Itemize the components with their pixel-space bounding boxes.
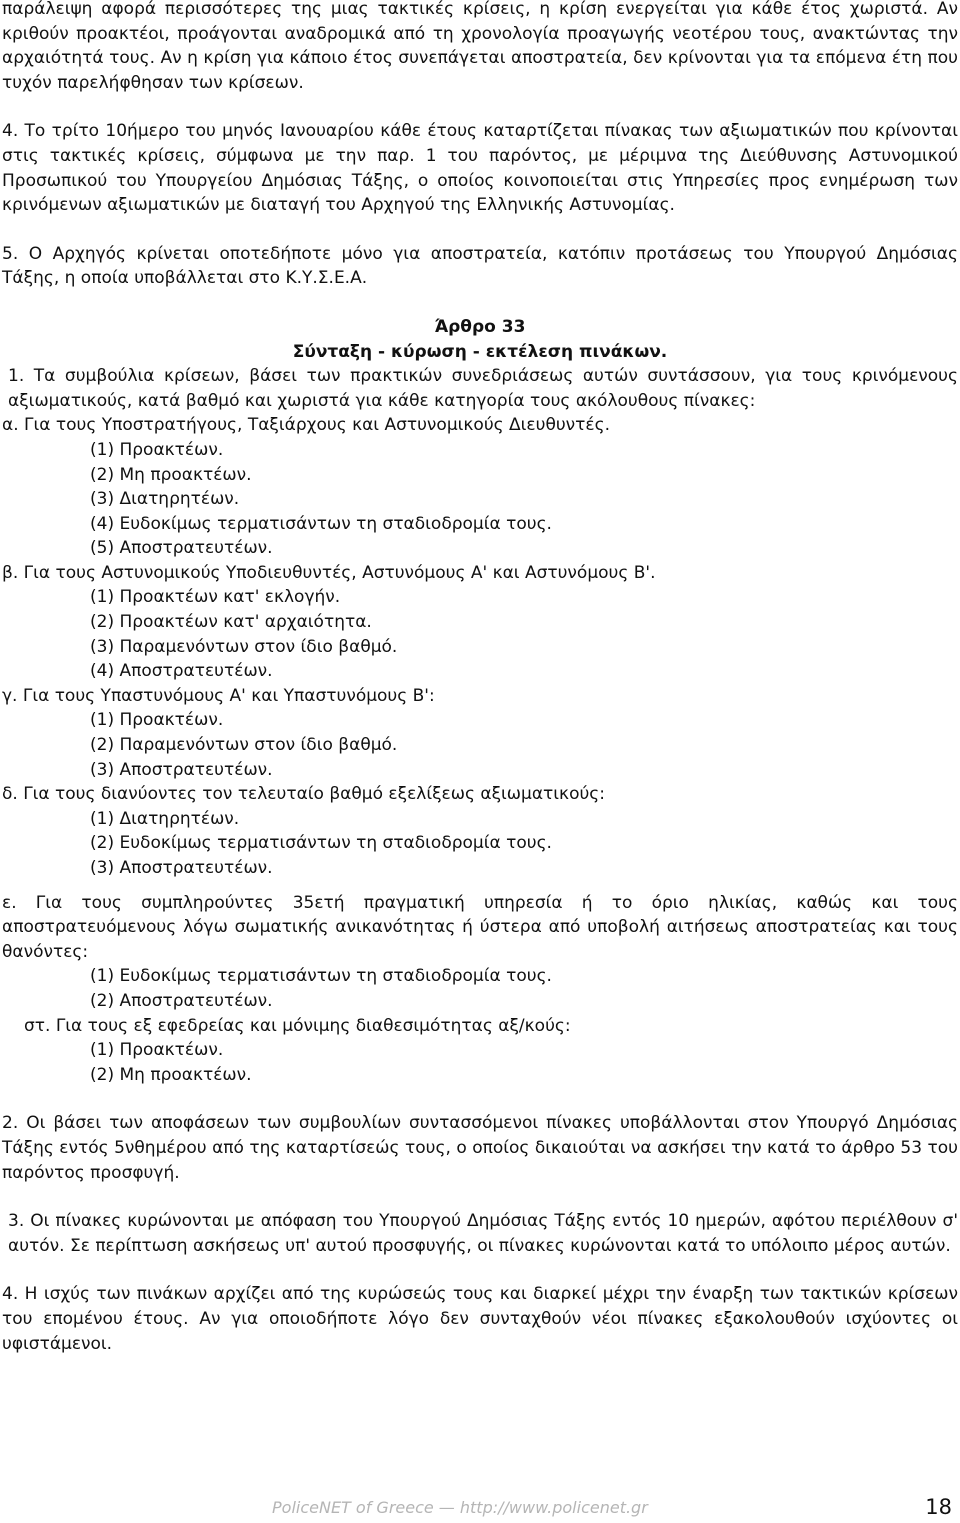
- list-item: (2) Ευδοκίμως τερματισάντων τη σταδιοδρομία τους.: [90, 833, 552, 854]
- article-title: Σύνταξη - κύρωση - εκτέλεση πινάκων.: [292, 341, 668, 362]
- list-item: (3) Διατηρητέων.: [90, 489, 240, 510]
- list-group-b: [2, 561, 958, 684]
- list-item: (4) Ευδοκίμως τερματισάντων τη σταδιοδρομία τους.: [90, 513, 552, 534]
- intro-paragraph-3: 5. Ο Αρχηγός κρίνεται οποτεδήποτε μόνο για αποστρατεία, κατόπιν προτάσεως του Υπουργού Δημόσιας Τάξης, η οποία υποβάλλεται στο Κ.Υ.Σ.Ε.Α.: [2, 243, 958, 289]
- list-group-label: γ. Για τους Υπαστυνόμους Α' και Υπαστυνόμους Β':: [2, 685, 435, 706]
- list-item: (3) Παραμενόντων στον ίδιο βαθμό.: [90, 636, 398, 657]
- article-paragraph-3: 3. Οι πίνακες κυρώνονται με απόφαση του Υπουργού Δημόσιας Τάξης εντός 10 ημερών, αφότου περιέλθουν σ' αυτόν. Σε περίπτωση ασκήσεως υπ' αυτού προσφυγής, οι πίνακες κυρώνονται κατά το υπόλοιπο μέρος αυτών.: [8, 1211, 958, 1256]
- list-item: (1) Προακτέων.: [90, 710, 224, 731]
- article-paragraph-1: 1. Τα συμβούλια κρίσεων, βάσει των πρακτικών συνεδριάσεως αυτών συντάσσουν, για τους κρινόμενους αξιωματικούς, κατά βαθμό και χωριστά για κάθε κατηγορία τους ακόλουθους πίνακες:: [8, 366, 958, 411]
- list-item: (1) Προακτέων.: [90, 439, 224, 460]
- footer-source-link[interactable]: PoliceNET of Greece — http://www.policenet.gr: [272, 1498, 648, 1517]
- list-item: (2) Παραμενόντων στον ίδιο βαθμό.: [90, 735, 398, 756]
- list-item: (3) Αποστρατευτέων.: [90, 759, 273, 780]
- list-group-d: [2, 782, 958, 880]
- list-group-label: στ. Για τους εξ εφεδρείας και μόνιμης διαθεσιμότητας αξ/κούς:: [24, 1015, 571, 1036]
- list-group-label: ε. Για τους συμπληρούντες 35ετή πραγματική υπηρεσία ή το όριο ηλικίας, καθώς και τους αποστρατευόμενους λόγω σωματικής ανικανότητας ή ύστερα από υποβολή αιτήσεως αποστρατείας και τους θανόντες:: [2, 892, 958, 962]
- list-item: (2) Μη προακτέων.: [90, 1064, 252, 1085]
- list-item: (5) Αποστρατευτέων.: [90, 538, 273, 559]
- page-number: 18: [925, 1495, 952, 1519]
- list-group-c: [2, 684, 958, 782]
- list-item: (1) Προακτέων.: [90, 1040, 224, 1061]
- list-item: (3) Αποστρατευτέων.: [90, 858, 273, 878]
- list-group-label: α. Για τους Υποστρατήγους, Ταξιάρχους και Αστυνομικούς Διευθυντές.: [2, 415, 610, 436]
- list-group-a: [2, 413, 958, 561]
- article-number: Άρθρο 33: [434, 316, 526, 337]
- list-item: (2) Προακτέων κατ' αρχαιότητα.: [90, 612, 372, 633]
- list-item: (1) Διατηρητέων.: [90, 808, 240, 829]
- intro-paragraph-1: παράλειψη αφορά περισσότερες της μιας τακτικές κρίσεις, η κρίση ενεργείται για κάθε έτος χωριστά. Αν κριθούν προακτέοι, προάγονται αναδρομικά από τη χρονολογία προαγωγής νεοτέρου τους, ανακτώντας την αρχαιότητά τους. Αν η κρίση για κάποιο έτος συνεπάγεται αποστρατεία, δεν κρίνονται για τα επόμενα έτη που τυχόν παρελήφθησαν των κρίσεων.: [2, 0, 958, 93]
- list-group-e: [2, 891, 958, 1014]
- list-item: (2) Μη προακτέων.: [90, 464, 252, 485]
- page-footer: [0, 1495, 960, 1521]
- intro-paragraph-2: 4. Το τρίτο 10ήμερο του μηνός Ιανουαρίου κάθε έτους καταρτίζεται πίνακας των αξιωματικών που κρίνονται στις τακτικές κρίσεις, σύμφωνα με την παρ. 1 του παρόντος, με μέριμνα της Διεύθυνσης Αστυνομικού Προσωπικού του Υπουργείου Δημόσιας Τάξης, ο οποίος κοινοποιείται στις Υπηρεσίες προς ενημέρωση των κρινόμενων αξιωματικών με διαταγή του Αρχηγού της Ελληνικής Αστυνομίας.: [2, 121, 958, 216]
- list-item: (1) Προακτέων κατ' εκλογήν.: [90, 587, 341, 608]
- list-item: (1) Ευδοκίμως τερματισάντων τη σταδιοδρομία τους.: [90, 966, 552, 987]
- list-group-label: β. Για τους Αστυνομικούς Υποδιευθυντές, Αστυνόμους Α' και Αστυνόμους Β'.: [2, 562, 656, 583]
- article-paragraph-4: 4. Η ισχύς των πινάκων αρχίζει από της κυρώσεώς τους και διαρκεί μέχρι την έναρξη των τακτικών κρίσεων του επομένου έτους. Αν για οποιοδήποτε λόγο δεν συνταχθούν νέοι πίνακες εξακολουθούν ισχύοντες οι υφιστάμενοι.: [2, 1284, 958, 1354]
- article-paragraph-2: 2. Οι βάσει των αποφάσεων των συμβουλίων συντασσόμενοι πίνακες υποβάλλονται στον Υπουργό Δημόσιας Τάξης εντός 5νθημέρου από της καταρτίσεώς τους, ο οποίος δικαιούται να ασκήσει την κατά το άρθρο 53 του παρόντος προσφυγή.: [2, 1113, 958, 1183]
- list-group-label: δ. Για τους διανύοντες τον τελευταίο βαθμό εξελίξεως αξιωματικούς:: [2, 784, 606, 805]
- list-group-st: [2, 1014, 958, 1088]
- list-item: (2) Αποστρατευτέων.: [90, 990, 273, 1011]
- document-body: [2, 0, 958, 1356]
- list-item: (4) Αποστρατευτέων.: [90, 661, 273, 682]
